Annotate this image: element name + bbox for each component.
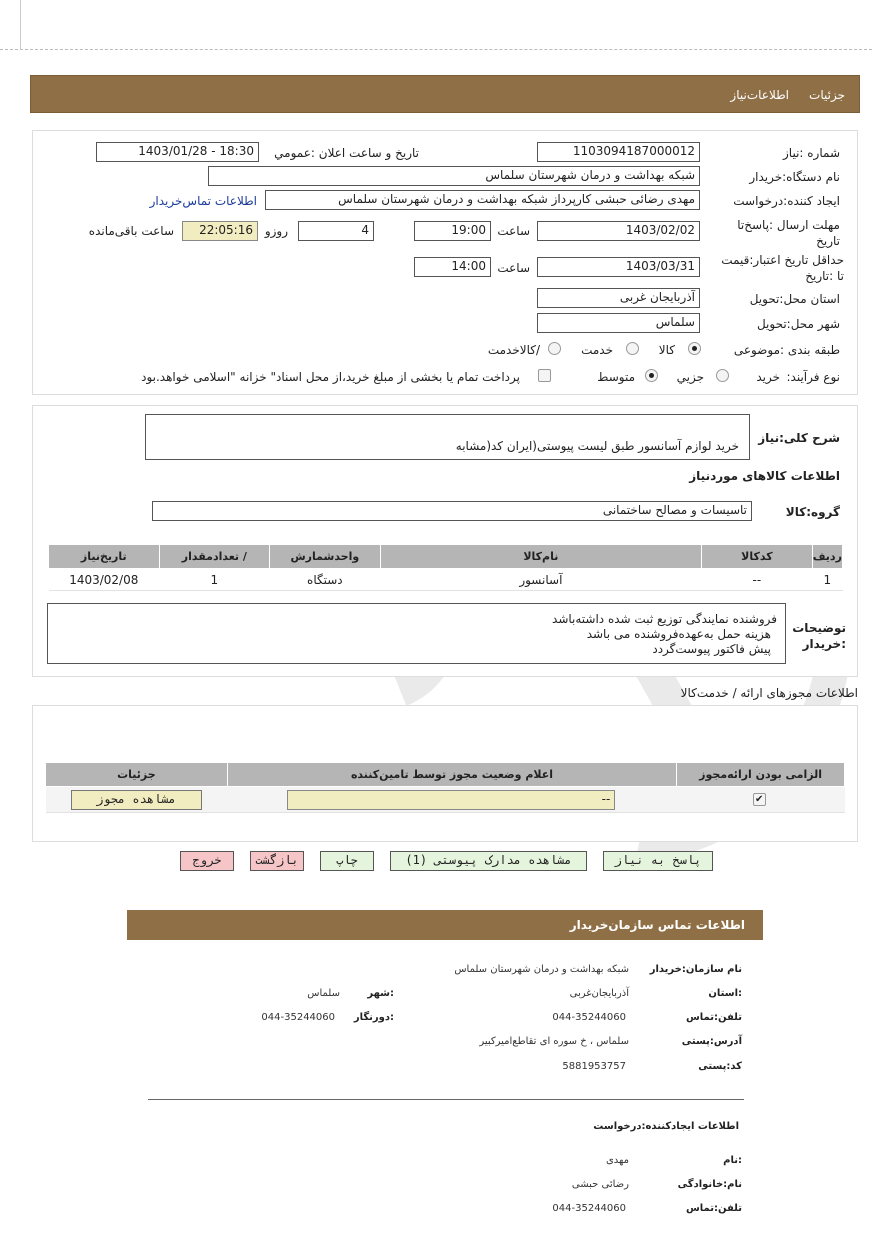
cell-name: آسانسور — [380, 569, 702, 591]
cell-unit: دستگاه — [270, 569, 381, 591]
cell-date: 1403/02/08 — [49, 569, 160, 591]
cell-row: 1 — [812, 569, 842, 591]
tab-need-info[interactable]: اطلاعات‌نیاز — [730, 88, 789, 102]
price-validity-date-field: 1403/03/31 — [537, 257, 700, 277]
details-header-bar — [30, 75, 860, 113]
col-name: نام‌کالا — [380, 545, 702, 569]
contact-fax-label: :دورنگار — [353, 1012, 394, 1023]
creator-first-name-value: مهدی — [605, 1155, 629, 1166]
buyer-note-line-2: هزینه حمل به‌عهده‌فروشنده می باشد — [586, 627, 771, 641]
contact-org-value: شبکه بهداشت و درمان شهرستان سلماس — [454, 964, 629, 975]
treasury-payment-checkbox[interactable] — [538, 369, 551, 382]
contact-phone-value: 044-35244060 — [552, 1012, 626, 1023]
process-medium-label: متوسط — [597, 370, 635, 384]
reply-button[interactable]: پاسخ به نیاز — [603, 851, 713, 871]
exit-button[interactable]: خروج — [180, 851, 234, 871]
contact-province-value: آذربایجان‌غربی — [569, 988, 629, 999]
contact-fax-value: 044-35244060 — [261, 1012, 335, 1023]
buyer-notes-label: توضیحات :خریدار — [792, 621, 846, 651]
permit-details-cell — [46, 787, 228, 813]
creator-phone-value: 044-35244060 — [552, 1203, 626, 1214]
city-label: شهر محل:تحویل — [756, 317, 840, 331]
permit-status-field: -- — [287, 790, 615, 810]
col-date: تاریخ‌نیاز — [49, 545, 160, 569]
print-button[interactable]: چاپ — [320, 851, 374, 871]
announce-label: تاریخ و ساعت اعلان :عمومي — [274, 146, 419, 160]
summary-label: شرح کلی:نیاز — [758, 431, 840, 445]
remaining-time-field: 22:05:16 — [182, 221, 258, 241]
province-label: استان محل:تحویل — [749, 292, 840, 306]
buyer-org-field: شبکه بهداشت و درمان شهرستان سلماس — [208, 166, 700, 186]
cell-quantity: 1 — [159, 569, 270, 591]
back-button[interactable]: بازگشت — [250, 851, 304, 871]
table-row — [46, 787, 845, 813]
process-buy-label: خرید — [756, 370, 780, 384]
treasury-payment-note: پرداخت تمام یا بخشی از مبلغ خرید،از محل اسناد" خزانه "اسلامی خواهد.بود — [141, 370, 520, 384]
contact-postal-label: کد:پستی — [698, 1061, 742, 1072]
contact-org-label: نام سازمان:خریدار — [649, 964, 742, 975]
summary-text: خرید لوازم آسانسور طبق لیست پیوستی(ایران کد(مشابه — [455, 439, 739, 453]
category-radio-service[interactable] — [626, 342, 639, 355]
deadline-time-field: 19:00 — [414, 221, 491, 241]
group-label: گروه:کالا — [785, 505, 840, 519]
goods-info-title: اطلاعات کالاهای موردنیاز — [689, 469, 840, 483]
creator-phone-label: تلفن:تماس — [685, 1203, 742, 1214]
col-permit-status: اعلام وضعیت مجوز توسط تامین‌کننده — [227, 763, 676, 787]
contact-phone-label: تلفن:تماس — [685, 1012, 742, 1023]
process-radio-minor[interactable] — [716, 369, 729, 382]
permits-table — [45, 762, 845, 813]
goods-table — [48, 544, 843, 591]
col-permit-details: جزئیات — [46, 763, 228, 787]
deadline-date-field: 1403/02/02 — [537, 221, 700, 241]
need-number-label: شماره :نیاز — [783, 146, 840, 160]
col-code: کدکالا — [702, 545, 813, 569]
cell-code: -- — [702, 569, 813, 591]
province-field: آذربایجان غربی — [537, 288, 700, 308]
days-field: 4 — [298, 221, 374, 241]
permits-section-title: اطلاعات مجوزهای ارائه / خدمت‌کالا — [680, 686, 858, 700]
buyer-note-line-1: فروشنده نمایندگی توزیع ثبت شده داشته‌باشد — [552, 612, 777, 626]
category-goods-label: کالا — [658, 343, 675, 357]
days-label: روزو — [264, 224, 288, 238]
process-radio-medium[interactable] — [645, 369, 658, 382]
contact-divider — [148, 1099, 744, 1100]
creator-field: مهدی رضائی حبشی کارپرداز شبکه بهداشت و درمان شهرستان سلماس — [265, 190, 700, 210]
top-separator — [0, 0, 872, 50]
category-label: طبقه بندی :موضوعی — [733, 343, 840, 357]
buyer-contact-header — [127, 910, 763, 940]
buyer-contact-title: اطلاعات تماس سازمان‌خریدار — [569, 918, 745, 932]
creator-last-name-value: رضائی حبشی — [571, 1179, 629, 1190]
buyer-org-label: نام دستگاه:خریدار — [749, 170, 840, 184]
contact-province-label: :استان — [708, 988, 742, 999]
view-permit-button[interactable]: مشاهده مجوز — [71, 790, 202, 810]
remaining-time-label: ساعت باقی‌مانده — [88, 224, 174, 238]
creator-first-name-label: :نام — [723, 1155, 742, 1166]
col-row: ردیف — [812, 545, 842, 569]
buyer-note-line-3: پیش فاکتور پیوست‌گردد — [652, 642, 771, 656]
col-permit-required: الزامی بودن ارائه‌مجوز — [677, 763, 845, 787]
process-minor-label: جزیي — [676, 370, 704, 384]
tab-details[interactable]: جزئیات — [809, 88, 845, 102]
col-unit: واحدشمارش — [270, 545, 381, 569]
price-validity-label: حداقل تاریخ اعتبار:قیمت تا :تاریخ — [721, 253, 844, 283]
category-radio-goods[interactable] — [688, 342, 701, 355]
deadline-label: مهلت ارسال :پاسخ‌تا تاریخ — [737, 218, 840, 248]
attachments-button[interactable]: مشاهده مدارک پیوستی (1) — [390, 851, 587, 871]
category-service-label: خدمت — [581, 343, 613, 357]
creator-label: ایجاد کننده:درخواست — [733, 194, 840, 208]
contact-city-value: سلماس — [307, 988, 340, 999]
announce-field: 1403/01/28 - 18:30 — [96, 142, 259, 162]
contact-postal-value: 5881953757 — [562, 1061, 626, 1072]
process-label: نوع فرآیند: — [786, 370, 840, 384]
contact-city-label: :شهر — [367, 988, 394, 999]
buyer-contact-link[interactable]: اطلاعات تماس‌خریدار — [149, 194, 257, 208]
col-quantity: / تعدادمقدار — [159, 545, 270, 569]
table-row — [49, 569, 843, 591]
price-validity-time-field: 14:00 — [414, 257, 491, 277]
need-number-field: 1103094187000012 — [537, 142, 700, 162]
contact-address-value: سلماس ، خ سوره ای تقاطع‌امیرکبیر — [479, 1036, 629, 1047]
category-goods-service-label: /کالاخدمت — [487, 343, 540, 357]
city-field: سلماس — [537, 313, 700, 333]
category-radio-goods-service[interactable] — [548, 342, 561, 355]
buyer-notes-box — [47, 603, 786, 664]
permit-required-cell — [677, 787, 845, 813]
creator-info-title: اطلاعات ایجادکننده:درخواست — [593, 1121, 739, 1132]
permit-required-checkbox[interactable]: ✔ — [753, 793, 766, 806]
contact-address-label: آدرس:پستی — [681, 1036, 742, 1047]
price-validity-time-label: ساعت — [497, 261, 530, 275]
group-field: تاسیسات و مصالح ساختمانی — [152, 501, 752, 521]
summary-box — [145, 414, 750, 460]
creator-last-name-label: نام:خانوادگی — [677, 1179, 742, 1190]
permit-status-cell — [227, 787, 676, 813]
left-guide-line — [20, 0, 21, 50]
deadline-time-label: ساعت — [497, 224, 530, 238]
